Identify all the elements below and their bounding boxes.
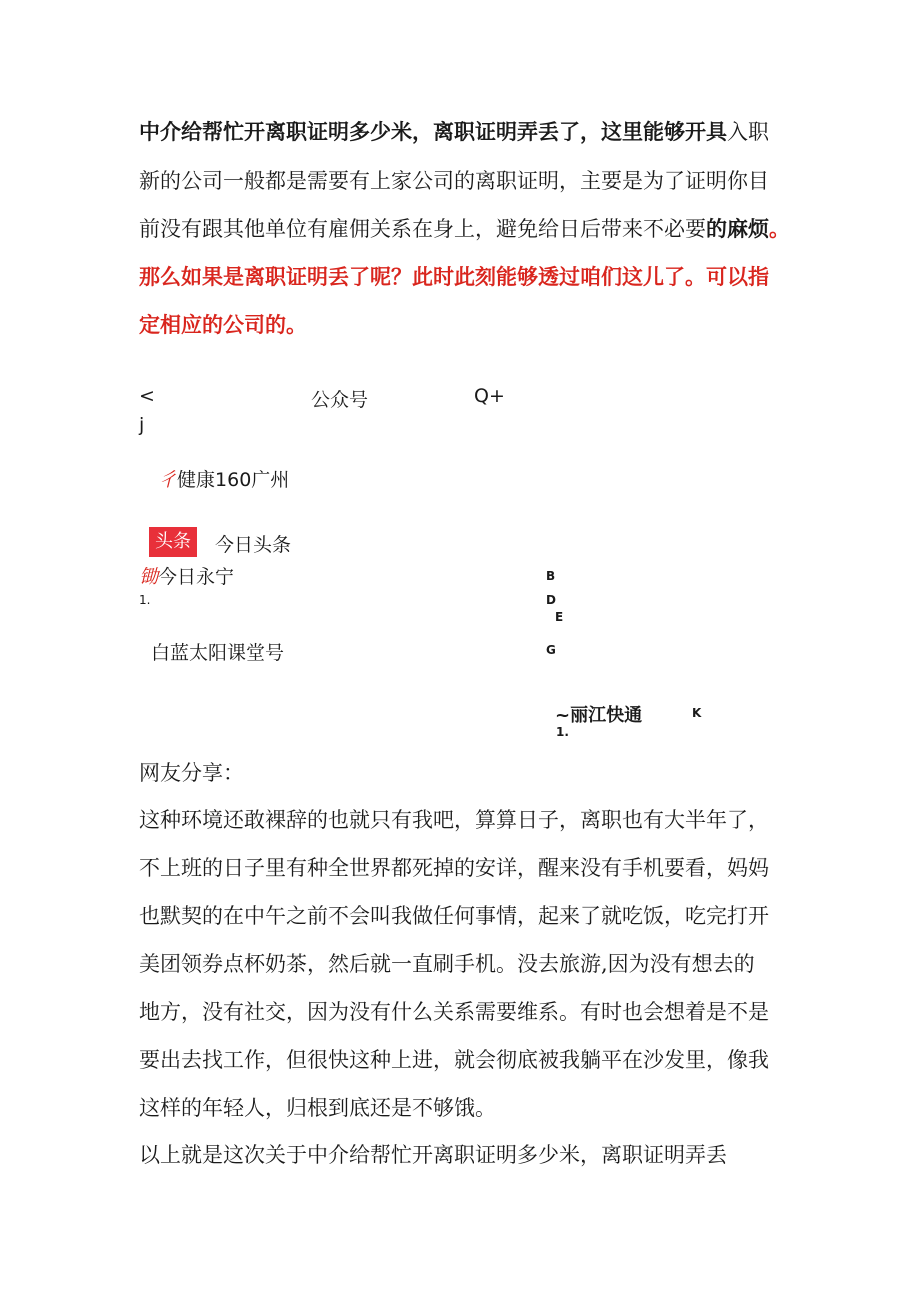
index-letter-k[interactable]: K bbox=[692, 706, 702, 720]
list-number: 1. bbox=[139, 593, 151, 607]
share-line: 地方，没有社交，因为没有什么关系需要维系。有时也会想着是不是 bbox=[139, 1000, 769, 1024]
account-icon: 彳 bbox=[158, 469, 178, 491]
intro-red-line-1: 那么如果是离职证明丢了呢？此时此刻能够透过咱们这儿了。可以指 bbox=[139, 264, 769, 289]
back-icon[interactable]: < bbox=[139, 385, 155, 407]
share-line: 不上班的日子里有种全世界都死掉的安详，醒来没有手机要看，妈妈 bbox=[139, 856, 769, 880]
article-title: 中介给帮忙开离职证明多少米，离职证明弄丢了，这里能够开具 bbox=[139, 119, 727, 144]
share-heading: 网友分享： bbox=[139, 761, 244, 785]
intro-line-1 bbox=[139, 116, 769, 148]
index-letter-d[interactable]: D bbox=[546, 593, 556, 607]
share-line: 要出去找工作，但很快这种上进，就会彻底被我躺平在沙发里，像我 bbox=[139, 1048, 769, 1072]
list-item-label: 今日永宁 bbox=[158, 566, 235, 588]
list-item-toutiao[interactable]: 今日头条 bbox=[215, 534, 292, 556]
intro-red-period: 。 bbox=[769, 216, 790, 241]
search-add-icon[interactable]: Q+ bbox=[474, 385, 505, 407]
index-letter-g[interactable]: G bbox=[546, 643, 556, 657]
stray-char: j bbox=[139, 414, 145, 436]
intro-text: 入职 bbox=[727, 120, 769, 144]
share-line: 也默契的在中午之前不会叫我做任何事情，起来了就吃饭，吃完打开 bbox=[139, 904, 769, 928]
index-letter-e[interactable]: E bbox=[555, 610, 564, 624]
list-item-label: 健康160广州 bbox=[177, 469, 290, 491]
share-line: 这种环境还敢裸辞的也就只有我吧，算算日子，离职也有大半年了， bbox=[139, 808, 769, 832]
intro-line-2: 新的公司一般都是需要有上家公司的离职证明，主要是为了证明你目 bbox=[139, 169, 769, 193]
list-item-bailan[interactable]: 白蓝太阳课堂号 bbox=[151, 642, 285, 664]
list-item-jiankang160[interactable] bbox=[158, 465, 289, 492]
list-item-lijiang[interactable]: ~丽江快通 bbox=[555, 705, 643, 726]
intro-text: 前没有跟其他单位有雇佣关系在身上，避免给日后带来不必要 bbox=[139, 217, 706, 241]
share-line: 美团领券点杯奶茶，然后就一直刷手机。没去旅游,因为没有想去的 bbox=[139, 952, 755, 976]
closing-line: 以上就是这次关于中介给帮忙开离职证明多少米，离职证明弄丢 bbox=[139, 1143, 727, 1167]
share-line: 这样的年轻人，归根到底还是不够饿。 bbox=[139, 1096, 496, 1120]
intro-line-3 bbox=[139, 213, 790, 245]
intro-red-line-2: 定相应的公司的。 bbox=[139, 312, 307, 337]
toutiao-logo-badge: 头条 bbox=[149, 527, 197, 557]
list-number: 1. bbox=[556, 725, 569, 739]
intro-bold-text: 的麻烦 bbox=[706, 216, 769, 241]
index-letter-b[interactable]: B bbox=[546, 569, 556, 583]
account-icon: 锄 bbox=[139, 566, 159, 588]
list-item-jinriyongning[interactable] bbox=[139, 562, 234, 589]
screen-title: 公众号 bbox=[311, 389, 369, 411]
